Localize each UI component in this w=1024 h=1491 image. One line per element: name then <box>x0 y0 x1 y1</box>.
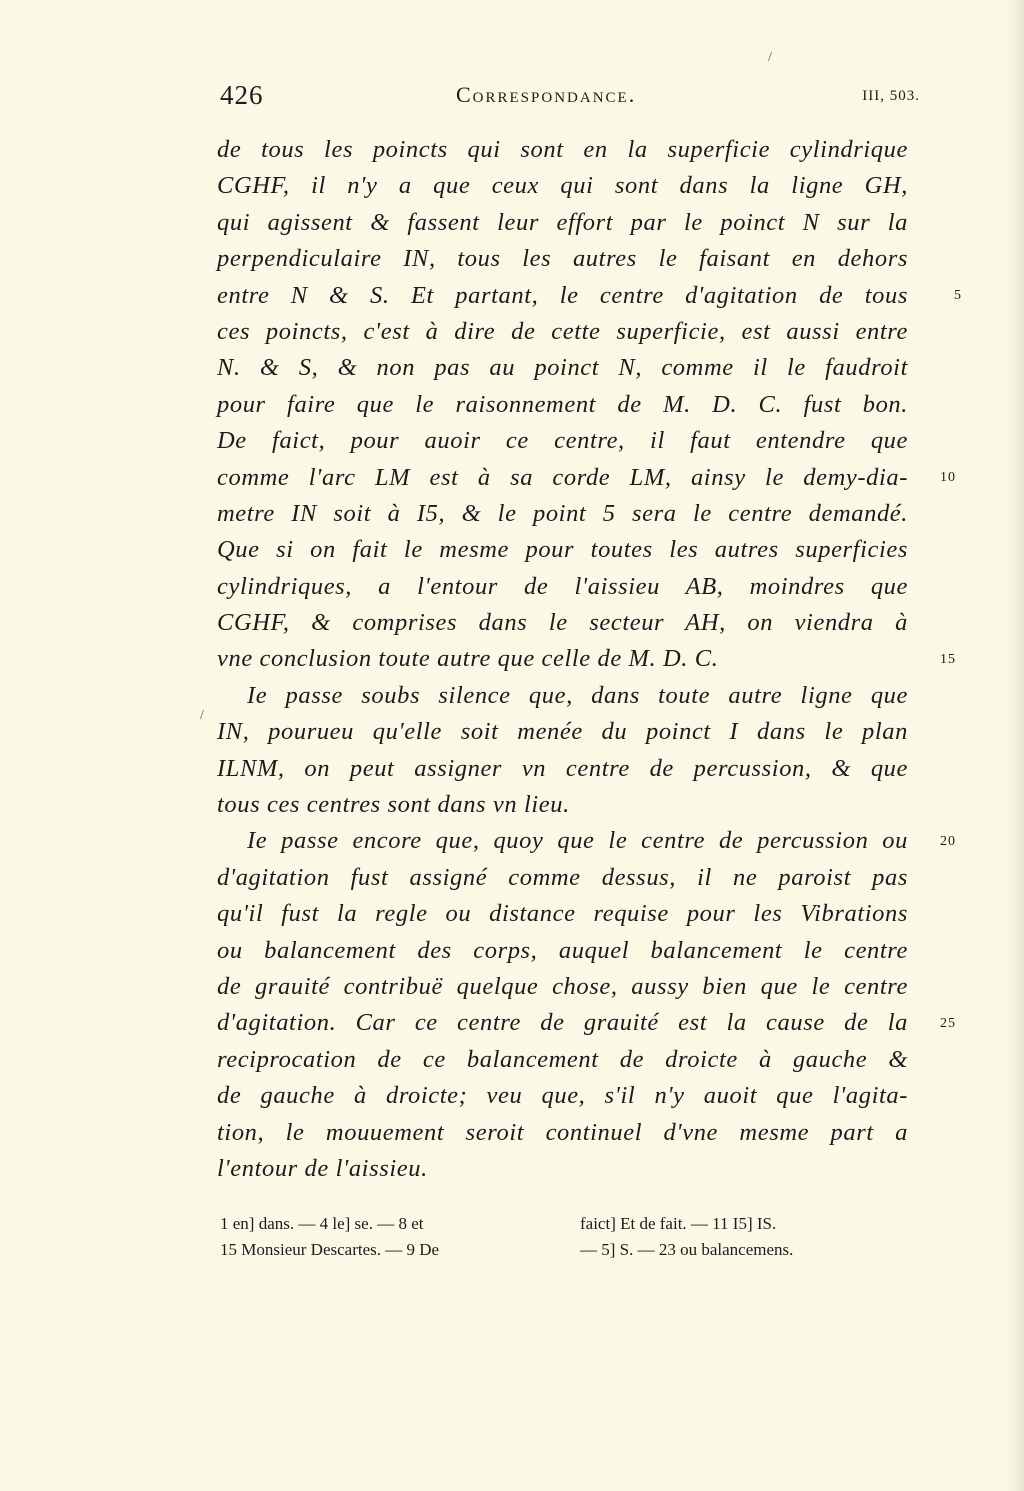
text-line: qui agissent & fassent leur effort par le poinct N sur la <box>217 208 908 236</box>
footnote-text: 15 Monsieur Descartes. — 9 De <box>220 1240 440 1259</box>
page-number: 426 <box>220 80 264 110</box>
text-line: vne conclusion toute autre que celle de M. D. C. <box>217 645 719 673</box>
footnote-row <box>220 1211 910 1237</box>
text-line: tion, le mouuement seroit continuel d'vne mesme part a <box>217 1118 908 1146</box>
text-line: De faict, pour auoir ce centre, il faut entendre que <box>217 427 908 455</box>
text-line: de gauche à droicte; veu que, s'il n'y auoit que l'agita- <box>217 1082 908 1110</box>
text-line: N. & S, & non pas au poinct N, comme il le faudroit <box>217 354 908 382</box>
line-number: 25 <box>940 1015 956 1031</box>
text-line: perpendiculaire IN, tous les autres le faisant en dehors <box>217 245 908 273</box>
text-line: entre N & S. Et partant, le centre d'agitation de tous <box>217 281 908 309</box>
text-line: ILNM, on peut assigner vn centre de percussion, & que <box>217 754 908 782</box>
text-line: cylindriques, a l'entour de l'aissieu AB, moindres que <box>217 572 908 600</box>
critical-apparatus <box>220 1211 910 1263</box>
footnote-text: — 5] S. — 23 ou balancemens. <box>580 1240 794 1259</box>
text-line: ces poincts, c'est à dire de cette superficie, est aussi entre <box>217 317 908 345</box>
text-line: reciprocation de ce balancement de droicte à gauche & <box>217 1045 908 1073</box>
text-line: metre IN soit à I5, & le point 5 sera le centre demandé. <box>217 499 908 527</box>
text-line: tous ces centres sont dans vn lieu. <box>217 791 570 819</box>
paragraph-2 <box>217 678 908 824</box>
footnote-row <box>220 1237 910 1263</box>
running-title: Correspondance. <box>456 82 637 107</box>
print-speck: / <box>768 50 772 65</box>
line-number: 20 <box>940 833 956 849</box>
text-line: de grauité contribuë quelque chose, aussy bien que le centre <box>217 972 908 1000</box>
text-line: qu'il fust la regle ou distance requise pour les Vibrations <box>217 900 908 928</box>
text-line: pour faire que le raisonnement de M. D. C. fust bon. <box>217 390 908 418</box>
page-edge-shadow <box>1006 0 1024 1491</box>
line-number: 10 <box>940 469 956 485</box>
text-line: de tous les poincts qui sont en la superficie cylindrique <box>217 136 908 163</box>
volume-reference: III, 503. <box>862 88 920 104</box>
footnote-text: 1 en] dans. — 4 le] se. — 8 et <box>220 1214 424 1233</box>
page-header <box>220 80 920 116</box>
paragraph-1 <box>217 132 908 678</box>
text-line: Que si on fait le mesme pour toutes les autres superficies <box>217 536 908 564</box>
text-line: Ie passe soubs silence que, dans toute autre ligne que <box>247 681 908 709</box>
text-line: l'entour de l'aissieu. <box>217 1154 428 1182</box>
text-line: Ie passe encore que, quoy que le centre de percussion ou <box>247 827 908 855</box>
text-line: comme l'arc LM est à sa corde LM, ainsy le demy-dia- <box>217 463 908 491</box>
body-text <box>217 132 908 1187</box>
line-number: 5 <box>954 287 962 303</box>
text-line: CGHF, il n'y a que ceux qui sont dans la ligne GH, <box>217 172 908 200</box>
paragraph-3 <box>217 823 908 1187</box>
print-speck: / <box>200 708 204 723</box>
line-number: 15 <box>940 651 956 667</box>
footnote-text: faict] Et de fait. — 11 I5] IS. <box>580 1214 777 1233</box>
text-line: ou balancement des corps, auquel balancement le centre <box>217 936 908 964</box>
text-line: d'agitation. Car ce centre de grauité est la cause de la <box>217 1009 908 1037</box>
text-line: d'agitation fust assigné comme dessus, il ne paroist pas <box>217 863 908 891</box>
text-line: IN, pourueu qu'elle soit menée du poinct I dans le plan <box>217 718 908 746</box>
text-line: CGHF, & comprises dans le secteur AH, on viendra à <box>217 609 908 637</box>
